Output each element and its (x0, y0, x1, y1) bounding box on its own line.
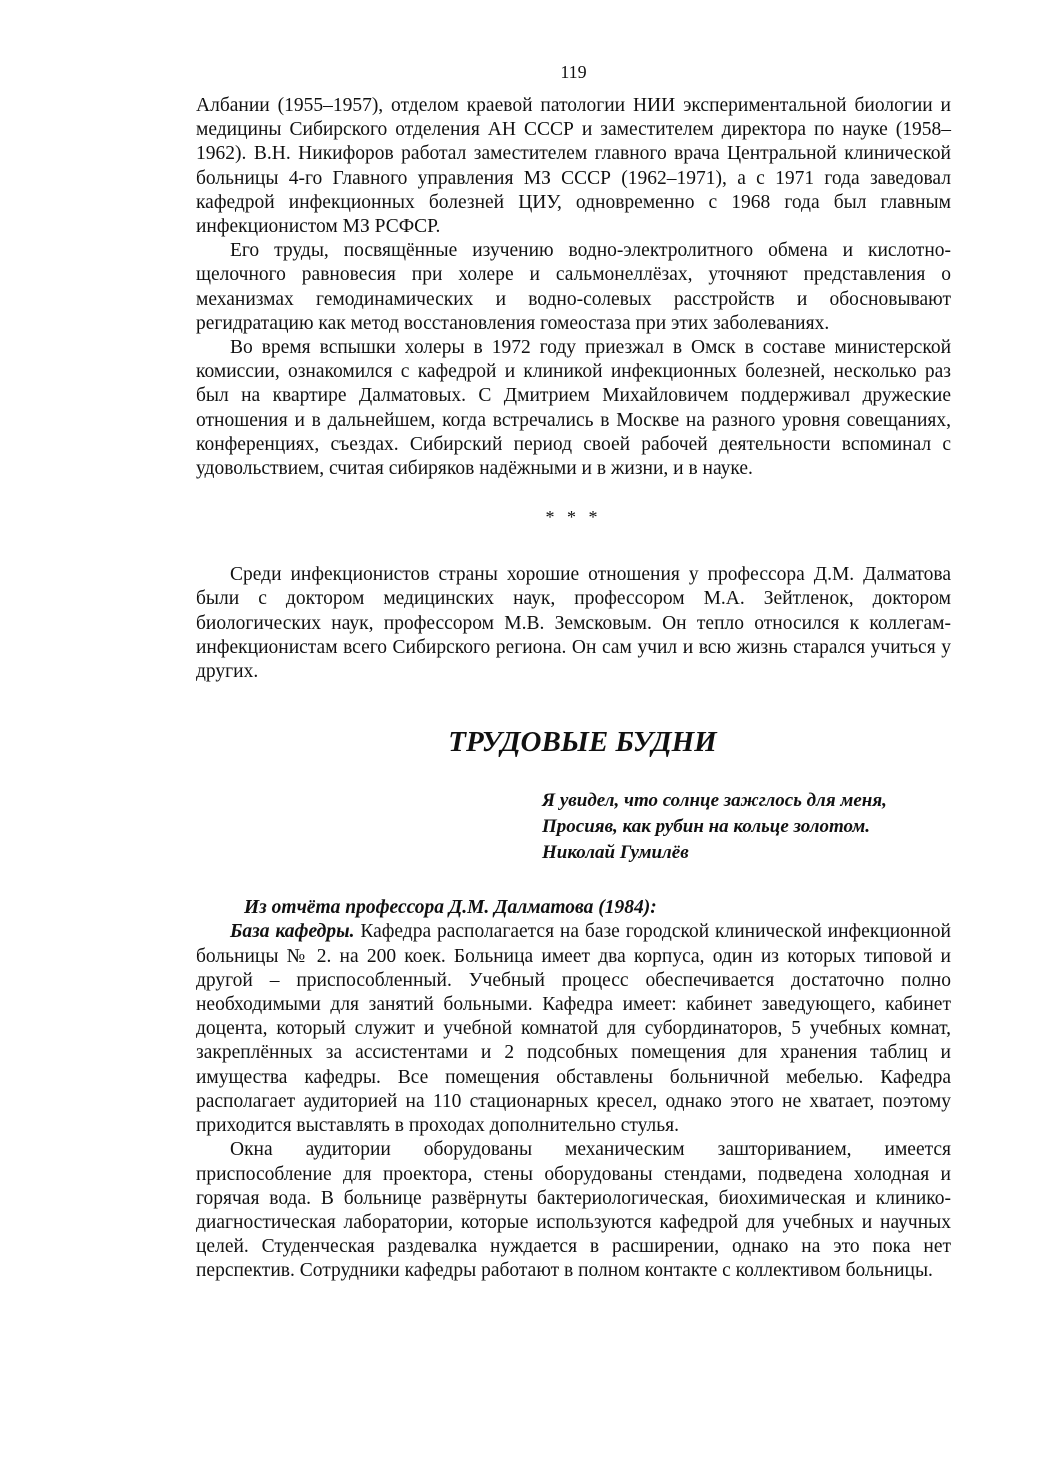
paragraph-continuation: Албании (1955–1957), отделом краевой патологии НИИ экспериментальной биологии и медицины Сибирского отделения АН СССР и заместителем директора по науке (1958–1962). В.Н. Никифоров работал заместителем главного врача Центральной клинической больницы 4-го Главного управления МЗ СССР (1962–1971), а с 1971 года заведовал кафедрой инфекционных болезней ЦИУ, одновременно с 1968 года был главным инфекционистом МЗ РСФСР. (196, 95, 951, 238)
section-title: ТРУДОВЫЕ БУДНИ (448, 726, 717, 759)
paragraph-infectionists: Среди инфекционистов страны хорошие отношения у профессора Д.М. Далматова были с доктором медицинских наук, профессором М.А. Зейтленок, доктором биологических наук, профессором М.В. Земсковым. Он тепло относился к коллегам-инфекционистам всего Сибирского региона. Он сам учил и всю жизнь старался учиться у других. (196, 564, 951, 683)
paragraph-department-base (196, 920, 951, 1138)
document-page (196, 60, 951, 1284)
epigraph-author: Николай Гумилёв (542, 842, 689, 864)
epigraph-line: Я увидел, что солнце зажглось для меня, (542, 790, 887, 812)
paragraph-auditorium: Окна аудитории оборудованы механическим зашториванием, имеется приспособление для проектора, стены оборудованы стендами, подведена холодная и горячая вода. В больнице развёрнуты бактериологическая, биохимическая и клинико-диагностическая лаборатории, которые используются кафедрой для учебных и научных целей. Студенческая раздевалка нуждается в расширении, однако на это пока нет перспектив. Сотрудники кафедры работают в полном контакте с коллективом больницы. (196, 1139, 951, 1282)
epigraph-line: Просияв, как рубин на кольце золотом. (542, 816, 871, 838)
report-heading: Из отчёта профессора Д.М. Далматова (1984): (244, 897, 657, 919)
paragraph-text: Кафедра располагается на базе городской клинической инфекционной больницы № 2. на 200 коек. Больница имеет два корпуса, один из которых типовой и другой – приспособленный. Учебный процесс обеспечивается достаточно полно необходимыми для занятий больными. Кафедра имеет: кабинет заведующего, кабинет доцента, который служит и учебной комнатой для субординаторов, 5 учебных комнат, закреплённых за ассистентами и 2 подсобных помещения для хранения таблиц и имущества кафедры. Все помещения обставлены больничной мебелью. Кафедра располагает аудиторией на 110 стационарных кресел, однако этого не хватает, поэтому приходится выставлять в проходах дополнительно стулья. (196, 921, 951, 1137)
epigraph (542, 788, 951, 866)
paragraph-cholera-visit: Во время вспышки холеры в 1972 году приезжал в Омск в составе министерской комиссии, ознакомился с кафедрой и клиникой инфекционных болезней, несколько раз был на квартире Далматовых. С Дмитрием Михайловичем поддерживал дружеские отношения и в дальнейшем, когда встречались в Москве на разного уровня совещаниях, конференциях, съездах. Сибирский период своей рабочей деятельности вспоминал с удовольствием, считая сибиряков надёжными и в жизни, и в науке. (196, 337, 951, 480)
paragraph-lead: База кафедры. (230, 921, 355, 943)
section-separator: * * * (545, 507, 602, 528)
page-number: 119 (560, 62, 587, 82)
paragraph-works: Его труды, посвящённые изучению водно-электролитного обмена и кислотно-щелочного равновесия при холере и сальмонеллёзах, уточняют представления о механизмах гемодинамических и водно-солевых расстройств и обосновывают регидратацию как метод восстановления гомеостаза при этих заболеваниях. (196, 240, 951, 334)
